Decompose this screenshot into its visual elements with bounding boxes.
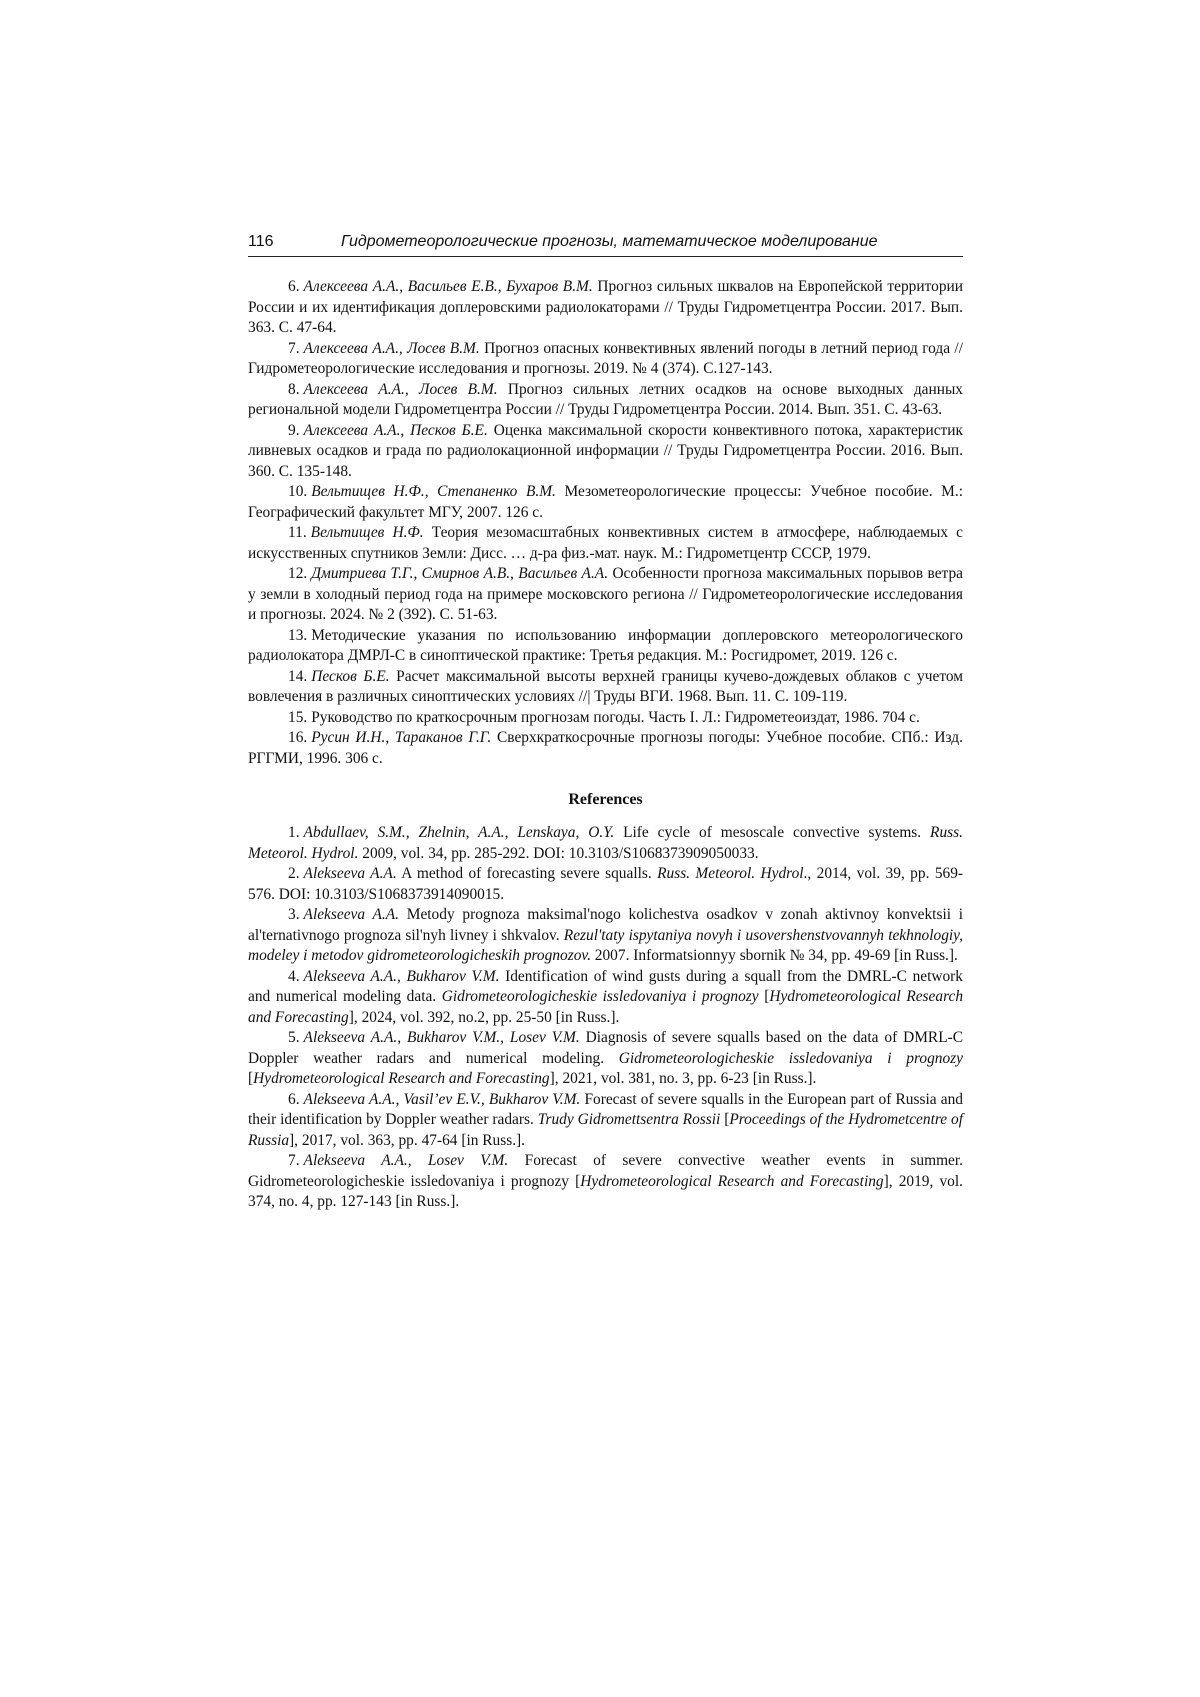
reference-en-4 [248,967,963,1029]
ref-text: Руководство по краткосрочным прогнозам погоды. Часть I. Л.: Гидрометеоиздат, 1986. 704 с. [311,708,920,726]
ref-number: 6. [288,1090,300,1108]
reference-ru-15 [248,708,963,729]
journal-title: Гидрометеорологические прогнозы, математическое моделирование [341,233,878,250]
reference-en-3 [248,905,963,967]
ref-number: 6. [288,278,300,295]
ref-text: ], 2024, vol. 392, no.2, pp. 25-50 [in Russ.]. [348,1008,620,1026]
ref-text: Прогноз сильных летних осадков на основе выходных данных региональной модели Гидрометцентра России // Труды Гидрометцентра России. 2014. Вып. 351. С. 43-63. [248,380,963,418]
ref-text: 2009, vol. 34, pp. 285-292. DOI: 10.3103/S1068373909050033. [358,844,759,862]
ref-source: Proceedings of the Hydrometcentre of Russia [248,1111,963,1149]
ref-authors: Вельтищев Н.Ф., Степаненко В.М. [311,483,556,500]
ref-authors: Песков Б.Е. [311,667,390,685]
references-heading: References [568,791,643,808]
ref-text: Сверхкраткосрочные прогнозы погоды: Учебное пособие. СПб.: Изд. РГГМИ, 1996. 306 с. [248,729,963,767]
ref-authors: Алексеева А.А., Песков Б.Е. [303,421,488,439]
reference-ru-12 [248,564,963,626]
ref-text: Особенности прогноза максимальных порывов ветра у земли в холодный период года на примере московского региона // Гидрометеорологические исследования и прогнозы. 2024. № 2 (392). С. 51-63. [248,565,963,623]
ref-number: 4. [288,967,300,985]
running-header [248,231,963,257]
reference-list-en [248,823,963,1213]
ref-text: Diagnosis of severe squalls based on the data of DMRL-C Doppler weather radars and numerical modeling. [248,1029,963,1067]
ref-authors: Alekseeva A.A., Bukharov V.M. [303,967,500,985]
ref-number: 7. [288,339,300,357]
ref-text: 2007. Informatsionnyy sbornik № 34, pp. 49-69 [in Russ.]. [590,947,958,964]
reference-ru-16 [248,728,963,769]
reference-ru-11 [248,523,963,564]
ref-authors: Alekseeva A.A. [303,865,397,882]
ref-authors: Abdullaev, S.M., Zhelnin, A.A., Lenskaya, O.Y. [303,824,615,841]
ref-text: Расчет максимальной высоты верхней границы кучево-дождевых облаков с учетом вовлечения в различных синоптических условиях //| Труды ВГИ. 1968. Вып. 11. С. 109-119. [248,667,963,705]
ref-source: Hydrometeorological Research and Forecasting [248,988,964,1026]
ref-number: 5. [288,1029,300,1046]
ref-number: 10. [288,483,308,500]
ref-text: Мезометеорологические процессы: Учебное пособие. М.: Географический факультет МГУ, 2007. 126 с. [248,483,963,521]
reference-ru-9 [248,421,963,483]
ref-text: [ [248,1070,254,1087]
reference-ru-6 [248,277,963,339]
ref-text: Прогноз сильных шквалов на Европейской территории России и их идентификация доплеровскими радиолокаторами // Труды Гидрометцентра России. 2017. Вып. 363. С. 47-64. [248,278,963,336]
reference-en-7 [248,1151,963,1213]
ref-authors: Дмитриева Т.Г., Смирнов А.В., Васильев А.А. [311,565,609,582]
ref-text: Forecast of severe squalls in the European part of Russia and their identification by Doppler weather radars. [248,1090,963,1128]
ref-number: 7. [288,1152,300,1169]
ref-text: ], 2017, vol. 363, pp. 47-64 [in Russ.]. [289,1131,526,1149]
ref-number: 9. [288,421,300,439]
ref-text: Forecast of severe convective weather events in summer. Gidrometeorologicheskie issledovaniya i prognozy [ [248,1152,964,1190]
ref-authors: Alekseeva A.A., Vasil’ev E.V., Bukharov V.M. [303,1090,581,1108]
ref-authors: Русин И.Н., Тараканов Г.Г. [311,729,492,746]
ref-text: Методические указания по использованию информации доплеровского метеорологического радиолокатора ДМРЛ-С в синоптической практике: Третья редакция. М.: Росгидромет, 2019. 126 с. [248,626,963,664]
reference-ru-13 [248,626,963,667]
ref-authors: Alekseeva A.A. [303,906,400,923]
ref-authors: Вельтищев Н.Ф. [310,524,424,541]
reference-en-5 [248,1028,963,1090]
ref-source: Hydrometeorological Research and Forecasting [253,1070,550,1087]
ref-text: Оценка максимальной скорости конвективного потока, характеристик ливневых осадков и града по радиолокационной информации // Труды Гидрометцентра России. 2016. Вып. 360. С. 135-148. [248,421,963,480]
ref-text: Metody prognoza maksimal'nogo kolichestva osadkov v zonah aktivnoy konvektsii i al'ternativnogo prognoza sil'nyh livney i shkvalov. [248,906,964,944]
ref-text: Identification of wind gusts during a squall from the DMRL-C network and numerical modeling data. [248,967,964,1005]
ref-number: 12. [288,565,308,582]
ref-text: Life cycle of mesoscale convective systems. [614,824,931,841]
ref-number: 16. [288,729,308,746]
ref-number: 2. [288,865,300,882]
ref-number: 11. [288,524,307,541]
ref-number: 15. [288,708,308,726]
reference-en-1 [248,823,963,864]
ref-authors: Алексеева А.А., Васильев Е.В., Бухаров В.М. [303,278,593,295]
ref-text: Теория мезомасштабных конвективных систем в атмосфере, наблюдаемых с искусственных спутников Земли: Дисс. … д-ра физ.-мат. наук. М.: Гидрометцентр СССР, 1979. [248,524,963,562]
ref-number: 1. [288,824,300,841]
ref-text: ], 2019, vol. 374, no. 4, pp. 127-143 [in Russ.]. [248,1172,963,1210]
ref-number: 8. [288,380,300,398]
ref-text: A method of forecasting severe squalls. [396,865,658,882]
ref-text: [ [758,988,770,1005]
ref-text: ], 2021, vol. 381, no. 3, pp. 6-23 [in Russ.]. [549,1070,817,1087]
reference-en-2 [248,864,963,905]
reference-ru-7 [248,339,963,380]
reference-en-6 [248,1090,963,1152]
ref-source: Russ. Meteorol. Hydrol. [248,824,963,862]
reference-ru-14 [248,667,963,708]
ref-number: 3. [288,906,300,923]
ref-number: 13. [288,626,308,644]
ref-authors: Alekseeva A.A., Losev V.M. [303,1152,509,1169]
reference-ru-10 [248,482,963,523]
ref-authors: Алексеева А.А., Лосев В.М. [303,380,498,398]
ref-source: Gidrometeorologicheskie issledovaniya i prognozy [441,988,759,1005]
ref-source: Russ. Meteorol. Hydrol [657,865,804,882]
ref-text: Прогноз опасных конвективных явлений погоды в летний период года // Гидрометеорологические исследования и прогнозы. 2019. № 4 (374). С.127-143. [248,339,963,377]
ref-authors: Алексеева А.А., Лосев В.М. [303,339,480,357]
ref-text: ., 2014, vol. 39, pp. 569-576. DOI: 10.3103/S1068373914090015. [248,865,964,903]
ref-text: [ [720,1111,730,1128]
ref-source: Hydrometeorological Research and Forecasting [580,1172,884,1190]
ref-authors: Alekseeva A.A., Bukharov V.M., Losev V.M. [303,1029,580,1046]
reference-ru-8 [248,380,963,421]
reference-list-ru [248,277,963,769]
ref-source: Rezul'taty ispytaniya novyh i usovershenstvovannyh tekhnologiy, modeley i metodov gidrometeorologicheskih prognozov. [248,926,963,964]
ref-source: Trudy Gidromettsentra Rossii [537,1111,721,1128]
ref-source: Gidrometeorologicheskie issledovaniya i prognozy [618,1049,963,1067]
document-page [248,231,963,1213]
ref-number: 14. [288,667,308,685]
page-number: 116 [248,233,274,250]
